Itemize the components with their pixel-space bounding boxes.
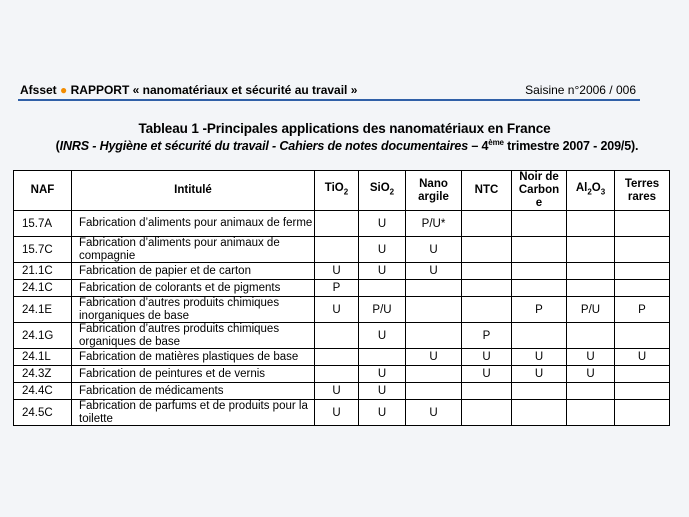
- usage-cell: [512, 211, 567, 237]
- usage-cell: [615, 383, 670, 400]
- col-tio2: [315, 171, 359, 211]
- usage-cell: P: [462, 323, 512, 349]
- usage-cell: P/U*: [406, 211, 462, 237]
- usage-cell: [567, 237, 615, 263]
- col-tio2-sub: 2: [343, 187, 349, 197]
- report-header: [20, 83, 640, 99]
- usage-cell: P: [512, 297, 567, 323]
- subtitle-sup: ème: [488, 138, 504, 147]
- col-nano-l1: Nano: [419, 177, 448, 190]
- table-row: [14, 280, 670, 297]
- usage-cell: [567, 263, 615, 280]
- intitule-cell: Fabrication de colorants et de pigments: [72, 280, 315, 297]
- usage-cell: [567, 211, 615, 237]
- usage-cell: U: [615, 349, 670, 366]
- usage-cell: [462, 400, 512, 426]
- usage-cell: U: [406, 237, 462, 263]
- subtitle-rest: trimestre 2007 - 209/5).: [503, 139, 639, 154]
- usage-cell: U: [359, 263, 406, 280]
- naf-code: 21.1C: [14, 263, 72, 280]
- usage-cell: [462, 297, 512, 323]
- usage-cell: [615, 280, 670, 297]
- org-name: Afsset: [20, 83, 57, 97]
- usage-cell: U: [359, 237, 406, 263]
- usage-cell: [567, 280, 615, 297]
- usage-cell: U: [462, 366, 512, 383]
- usage-cell: [462, 280, 512, 297]
- usage-cell: U: [406, 349, 462, 366]
- usage-cell: [615, 366, 670, 383]
- usage-cell: [615, 263, 670, 280]
- col-terres-l1: Terres: [624, 177, 660, 190]
- subtitle-source: INRS - Hygiène et sécurité du travail - Cahiers de notes documentaires: [59, 139, 469, 154]
- table-row: [14, 211, 670, 237]
- usage-cell: U: [315, 383, 359, 400]
- usage-cell: [359, 349, 406, 366]
- usage-cell: U: [512, 366, 567, 383]
- usage-cell: U: [567, 349, 615, 366]
- col-sio2-sub: 2: [389, 187, 395, 197]
- table-row: [14, 297, 670, 323]
- col-ntc: NTC: [462, 171, 512, 211]
- naf-code: 24.1L: [14, 349, 72, 366]
- col-sio2: [359, 171, 406, 211]
- usage-cell: [512, 323, 567, 349]
- naf-code: 24.5C: [14, 400, 72, 426]
- usage-cell: [406, 323, 462, 349]
- usage-cell: [406, 297, 462, 323]
- usage-cell: U: [359, 400, 406, 426]
- intitule-cell: Fabrication de médicaments: [72, 383, 315, 400]
- intitule-cell: Fabrication de peintures et de vernis: [72, 366, 315, 383]
- col-noir-l1: Noir de: [519, 171, 559, 183]
- usage-cell: [567, 383, 615, 400]
- usage-cell: [406, 280, 462, 297]
- naf-code: 24.1G: [14, 323, 72, 349]
- usage-cell: [615, 211, 670, 237]
- usage-cell: [315, 323, 359, 349]
- usage-cell: U: [462, 349, 512, 366]
- usage-cell: P/U: [567, 297, 615, 323]
- col-terres-l2: rares: [627, 190, 657, 203]
- usage-cell: [315, 237, 359, 263]
- usage-cell: U: [359, 211, 406, 237]
- intitule-cell: Fabrication de papier et de carton: [72, 263, 315, 280]
- table-title: Tableau 1 -Principales applications des nanomatériaux en France: [138, 121, 551, 136]
- usage-cell: U: [406, 263, 462, 280]
- col-al-b-sub: 3: [600, 187, 606, 197]
- usage-cell: [406, 383, 462, 400]
- col-nano-argile: [406, 171, 462, 211]
- usage-cell: U: [406, 400, 462, 426]
- usage-cell: [567, 323, 615, 349]
- usage-cell: U: [359, 366, 406, 383]
- table-subtitle: [22, 138, 672, 153]
- usage-cell: [315, 349, 359, 366]
- naf-code: 24.1C: [14, 280, 72, 297]
- intitule-cell: Fabrication de parfums et de produits pour la toilette: [72, 400, 315, 426]
- intitule-cell: Fabrication d’autres produits chimiques inorganiques de base: [72, 297, 315, 323]
- table-row: [14, 323, 670, 349]
- col-tio2-text: TiO: [324, 182, 344, 195]
- report-title: RAPPORT « nanomatériaux et sécurité au travail »: [70, 83, 358, 97]
- usage-cell: [512, 237, 567, 263]
- col-al-a-sub: 2: [587, 187, 592, 197]
- table-row: [14, 263, 670, 280]
- col-noir-carbone: [512, 171, 567, 211]
- col-nano-l2: argile: [418, 190, 449, 203]
- header-rule: [18, 99, 640, 101]
- usage-cell: U: [567, 366, 615, 383]
- naf-code: 24.4C: [14, 383, 72, 400]
- col-noir-l2: Carbon: [518, 184, 560, 196]
- usage-cell: U: [359, 323, 406, 349]
- usage-cell: [462, 211, 512, 237]
- usage-cell: [315, 366, 359, 383]
- naf-code: 24.3Z: [14, 366, 72, 383]
- intitule-cell: Fabrication d’autres produits chimiques organiques de base: [72, 323, 315, 349]
- col-noir-l3: e: [535, 197, 543, 209]
- table-row: [14, 400, 670, 426]
- usage-cell: U: [512, 349, 567, 366]
- usage-cell: [567, 400, 615, 426]
- col-intitule: Intitulé: [72, 171, 315, 211]
- usage-cell: [462, 263, 512, 280]
- table-row: [14, 237, 670, 263]
- intitule-cell: Fabrication d’aliments pour animaux de compagnie: [72, 237, 315, 263]
- table-row: [14, 366, 670, 383]
- applications-table: [13, 170, 670, 426]
- col-terres-rares: [615, 171, 670, 211]
- usage-cell: P: [315, 280, 359, 297]
- col-naf: NAF: [14, 171, 72, 211]
- usage-cell: [512, 383, 567, 400]
- subtitle-dash: – 4: [468, 139, 489, 154]
- saisine-ref: Saisine n°2006 / 006: [525, 83, 636, 97]
- usage-cell: U: [359, 383, 406, 400]
- naf-code: 15.7C: [14, 237, 72, 263]
- usage-cell: P: [615, 297, 670, 323]
- intitule-cell: Fabrication de matières plastiques de base: [72, 349, 315, 366]
- usage-cell: [615, 400, 670, 426]
- naf-code: 15.7A: [14, 211, 72, 237]
- col-sio2-text: SiO: [369, 182, 390, 195]
- col-al-a: Al: [575, 182, 588, 195]
- usage-cell: [512, 280, 567, 297]
- table-row: [14, 383, 670, 400]
- col-al2o3: [567, 171, 615, 211]
- bullet-dot-icon: ●: [60, 83, 68, 97]
- usage-cell: U: [315, 263, 359, 280]
- intitule-cell: Fabrication d’aliments pour animaux de ferme: [72, 211, 315, 237]
- usage-cell: [462, 237, 512, 263]
- table-row: [14, 349, 670, 366]
- usage-cell: [406, 366, 462, 383]
- naf-code: 24.1E: [14, 297, 72, 323]
- usage-cell: [615, 323, 670, 349]
- usage-cell: P/U: [359, 297, 406, 323]
- col-al-b: O: [591, 182, 601, 195]
- header-row: [14, 171, 670, 211]
- usage-cell: U: [315, 297, 359, 323]
- usage-cell: [615, 237, 670, 263]
- usage-cell: [512, 400, 567, 426]
- usage-cell: [462, 383, 512, 400]
- usage-cell: [359, 280, 406, 297]
- usage-cell: [315, 211, 359, 237]
- usage-cell: U: [315, 400, 359, 426]
- usage-cell: [512, 263, 567, 280]
- subtitle-open: (: [55, 139, 60, 154]
